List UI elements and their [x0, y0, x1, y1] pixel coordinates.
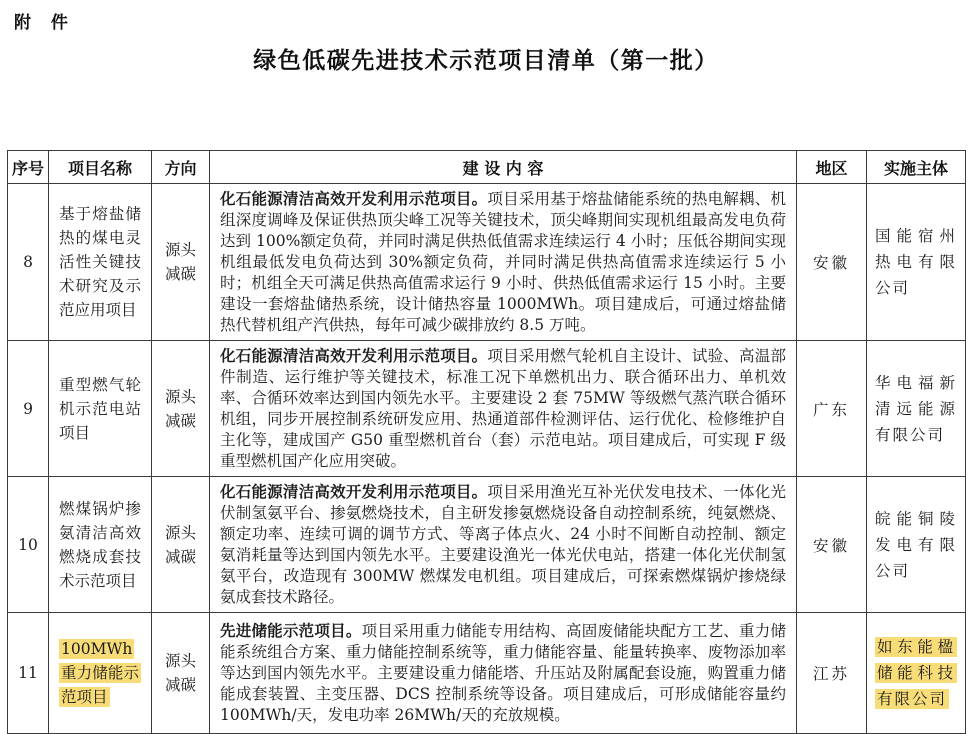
region-cell: 广东	[797, 341, 867, 477]
construction-content-cell	[210, 477, 797, 613]
content-lead: 化石能源清洁高效开发利用示范项目。	[220, 482, 488, 501]
col-header-region: 地区	[797, 151, 867, 184]
serial-cell: 11	[8, 613, 49, 734]
col-header-entity: 实施主体	[867, 151, 966, 184]
table-header-row	[8, 151, 966, 184]
col-header-direction: 方向	[152, 151, 210, 184]
direction-cell: 源头减碳	[152, 341, 210, 477]
entity-cell: 国能宿州热电有限公司	[867, 184, 966, 341]
entity-cell-highlighted	[867, 613, 966, 734]
content-body: 项目采用重力储能专用结构、高固废储能块配方工艺、重力储能系统组合方案、重力储能控制系统等，重力储能容量、能量转换率、废物添加率等达到国内领先水平。主要建设重力储能塔、升压站及附属配套设施，购置重力储能成套装置、主变压器、DCS 控制系统等设备。项目建成后，可形成储能容量约 100MWh/天，发电功率 26MWh/天的充放规模。	[220, 622, 786, 724]
direction-cell: 源头减碳	[152, 477, 210, 613]
construction-content-cell	[210, 341, 797, 477]
content-lead: 化石能源清洁高效开发利用示范项目。	[220, 346, 488, 365]
project-name-cell: 重型燃气轮机示范电站项目	[49, 341, 152, 477]
table-row	[8, 613, 966, 734]
table-row	[8, 477, 966, 613]
direction-cell: 源头减碳	[152, 613, 210, 734]
content-body: 项目采用基于熔盐储能系统的热电解耦、机组深度调峰及保证供热顶尖峰工况等关键技术，顶尖峰期间实现机组最高发电负荷达到 100%额定负荷，并同时满足供热低值需求连续运行 4 小时；压低谷期间实现机组最低发电负荷达到 30%额定负荷，并同时满足供热高值需求连续运行 5 小时；机组全天可满足供热高值需求运行 9 小时、供热低值需求运行 15 小时。主要建设一套熔盐储热系统，设计储热容量 1000MWh。项目建成后，可通过熔盐储热代替机组产汽供热，每年可减少碳排放约 8.5 万吨。	[220, 190, 786, 334]
col-header-project-name: 项目名称	[49, 151, 152, 184]
col-header-serial: 序号	[8, 151, 49, 184]
construction-content-cell	[210, 184, 797, 341]
attachment-label: 附 件	[14, 13, 75, 33]
content-lead: 先进储能示范项目。	[220, 621, 362, 640]
serial-cell: 9	[8, 341, 49, 477]
construction-content-cell	[210, 613, 797, 734]
highlighted-entity: 如东能楹储能科技有限公司	[877, 638, 955, 708]
project-name-cell: 基于熔盐储热的煤电灵活性关键技术研究及示范应用项目	[49, 184, 152, 341]
content-lead: 化石能源清洁高效开发利用示范项目。	[220, 189, 488, 208]
highlighted-project-name: 100MWh 重力储能示范项目	[61, 640, 139, 706]
content-body: 项目采用渔光互补光伏发电技术、一体化光伏制氢氨平台、掺氨燃烧技术，自主研发掺氨燃烧设备自动控制系统，纯氨燃烧、额定功率、连续可调的调节方式、等离子体点火、24 小时不间断自动控制、额定氨消耗量等达到国内领先水平。主要建设渔光一体光伏电站，搭建一体化光伏制氢氨平台，改造现有 300MW 燃煤发电机组。项目建成后，可探索燃煤锅炉掺烧绿氨成套技术路径。	[220, 483, 786, 606]
entity-cell: 皖能铜陵发电有限公司	[867, 477, 966, 613]
region-cell: 安徽	[797, 477, 867, 613]
table-row	[8, 341, 966, 477]
page-title: 绿色低碳先进技术示范项目清单（第一批）	[253, 47, 719, 74]
region-cell: 安徽	[797, 184, 867, 341]
entity-cell: 华电福新清远能源有限公司	[867, 341, 966, 477]
serial-cell: 10	[8, 477, 49, 613]
col-header-construction-content: 建 设 内 容	[210, 151, 797, 184]
project-name-cell: 燃煤锅炉掺氨清洁高效燃烧成套技术示范项目	[49, 477, 152, 613]
serial-cell: 8	[8, 184, 49, 341]
project-name-cell-highlighted	[49, 613, 152, 734]
region-cell: 江苏	[797, 613, 867, 734]
content-body: 项目采用燃气轮机自主设计、试验、高温部件制造、运行维护等关键技术，标准工况下单燃机出力、联合循环出力、单机效率、合循环效率达到国内领先水平。主要建设 2 套 75MW 等级燃气蒸汽联合循环机组，同步开展控制系统研发应用、热通道部件检测评估、运行优化、检修维护自主化等，建成国产 G50 重型燃机首台（套）示范电站。项目建成后，可实现 F 级重型燃机国产化应用突破。	[220, 347, 786, 470]
direction-cell: 源头减碳	[152, 184, 210, 341]
project-list-table	[7, 150, 966, 734]
table-row	[8, 184, 966, 341]
